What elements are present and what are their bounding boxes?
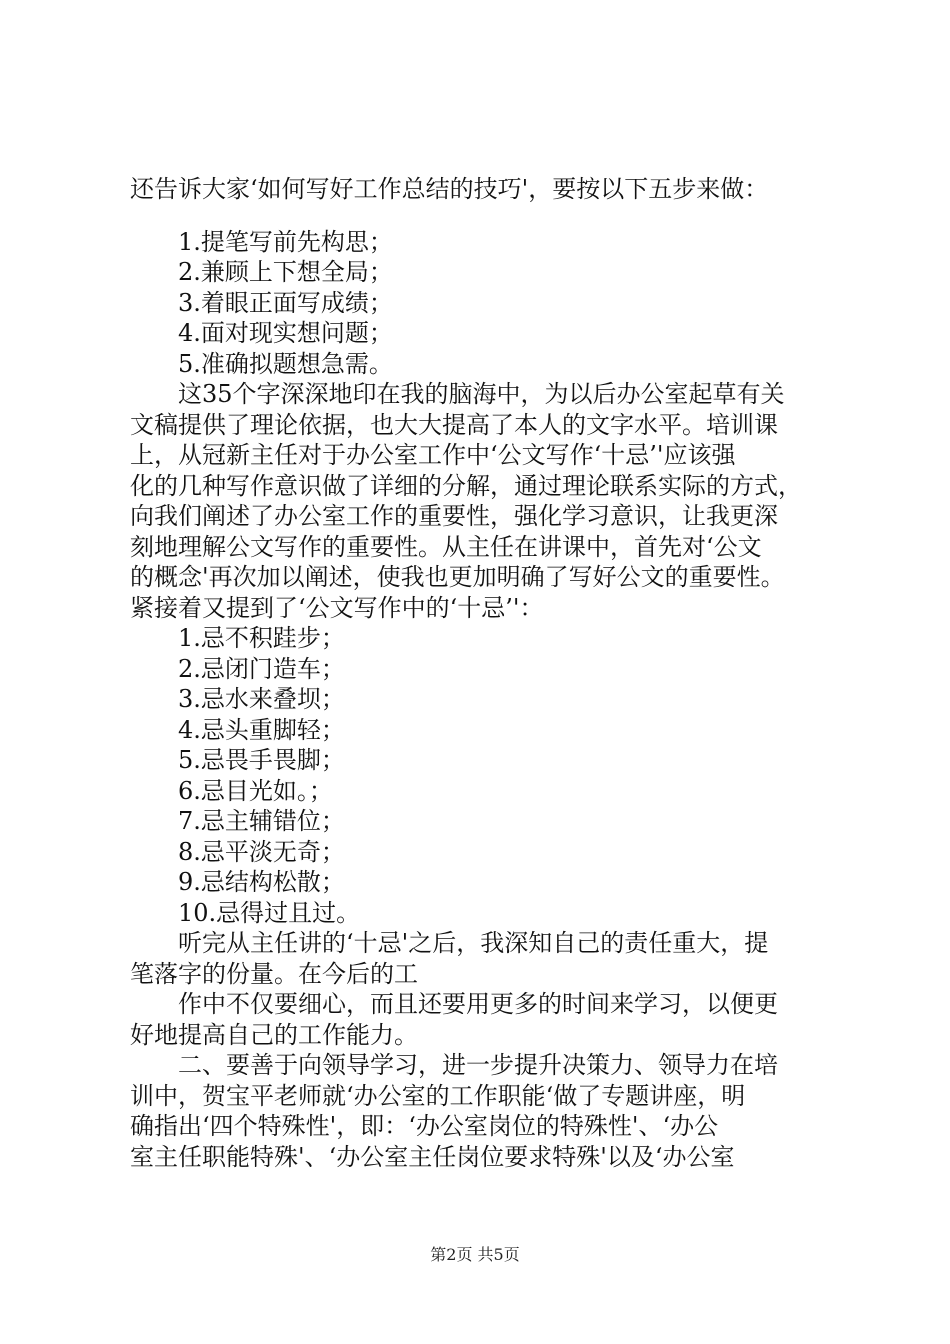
document-body [130,174,830,1172]
paragraph-line: 这35个字深深地印在我的脑海中，为以后办公室起草有关 [178,380,785,408]
paragraph-line: 室主任职能特殊'、‘办公室主任岗位要求特殊'以及‘办公室 [130,1142,735,1171]
step-item: 5.准确拟题想急需。 [178,349,393,378]
step-item: 4.面对现实想问题； [178,319,393,347]
paragraph-line: 的概念'再次加以阐述，使我也更加明确了写好公文的重要性。 [130,563,785,591]
paragraph-line: 确指出‘四个特殊性'，即：‘办公室岗位的特殊性'、‘办公 [130,1112,719,1140]
paragraph-line: 好地提高自己的工作能力。 [130,1020,418,1049]
intro-line: 还告诉大家‘如何写好工作总结的技巧'，要按以下五步来做： [130,175,769,203]
page-number-footer: 第2页 共5页 [430,1245,520,1264]
step-item: 1.提笔写前先构思； [178,227,393,256]
taboo-item: 2.忌闭门造车； [178,654,345,683]
taboo-item: 9.忌结构松散； [178,868,345,896]
step-item: 3.着眼正面写成绩； [178,288,393,317]
taboo-item: 10.忌得过且过。 [178,898,361,927]
taboo-item: 1.忌不积跬步； [178,624,345,652]
step-item: 2.兼顾上下想全局； [178,258,393,286]
paragraph-line: 上，从冠新主任对于办公室工作中‘公文写作‘十忌’'应该强 [130,441,736,469]
taboo-item: 8.忌平淡无奇； [178,837,345,866]
paragraph-line: 化的几种写作意识做了详细的分解，通过理论联系实际的方式， [130,471,802,500]
paragraph-line: 听完从主任讲的‘十忌'之后，我深知自己的责任重大，提 [178,929,769,957]
taboo-item: 5.忌畏手畏脚； [178,746,345,774]
paragraph-line: 刻地理解公文写作的重要性。从主任在讲课中，首先对‘公文 [130,532,762,561]
paragraph-line: 紧接着又提到了‘公文写作中的‘十忌’'： [130,593,544,622]
paragraph-line: 作中不仅要细心，而且还要用更多的时间来学习，以便更 [178,990,778,1018]
taboo-item: 4.忌头重脚轻； [178,715,345,744]
paragraph-line: 训中，贺宝平老师就‘办公室的工作职能‘做了专题讲座，明 [130,1081,746,1110]
paragraph-line: 二、要善于向领导学习，进一步提升决策力、领导力在培 [178,1051,778,1079]
taboo-item: 3.忌水来叠坝； [178,685,345,713]
taboo-item: 6.忌目光如。； [178,776,333,805]
paragraph-line: 向我们阐述了办公室工作的重要性，强化学习意识，让我更深 [130,502,778,530]
paragraph-line: 笔落字的份量。在今后的工 [130,959,418,988]
taboo-item: 7.忌主辅错位； [178,807,345,835]
paragraph-line: 文稿提供了理论依据，也大大提高了本人的文字水平。培训课 [130,410,778,439]
paragraph-gap [130,205,830,227]
